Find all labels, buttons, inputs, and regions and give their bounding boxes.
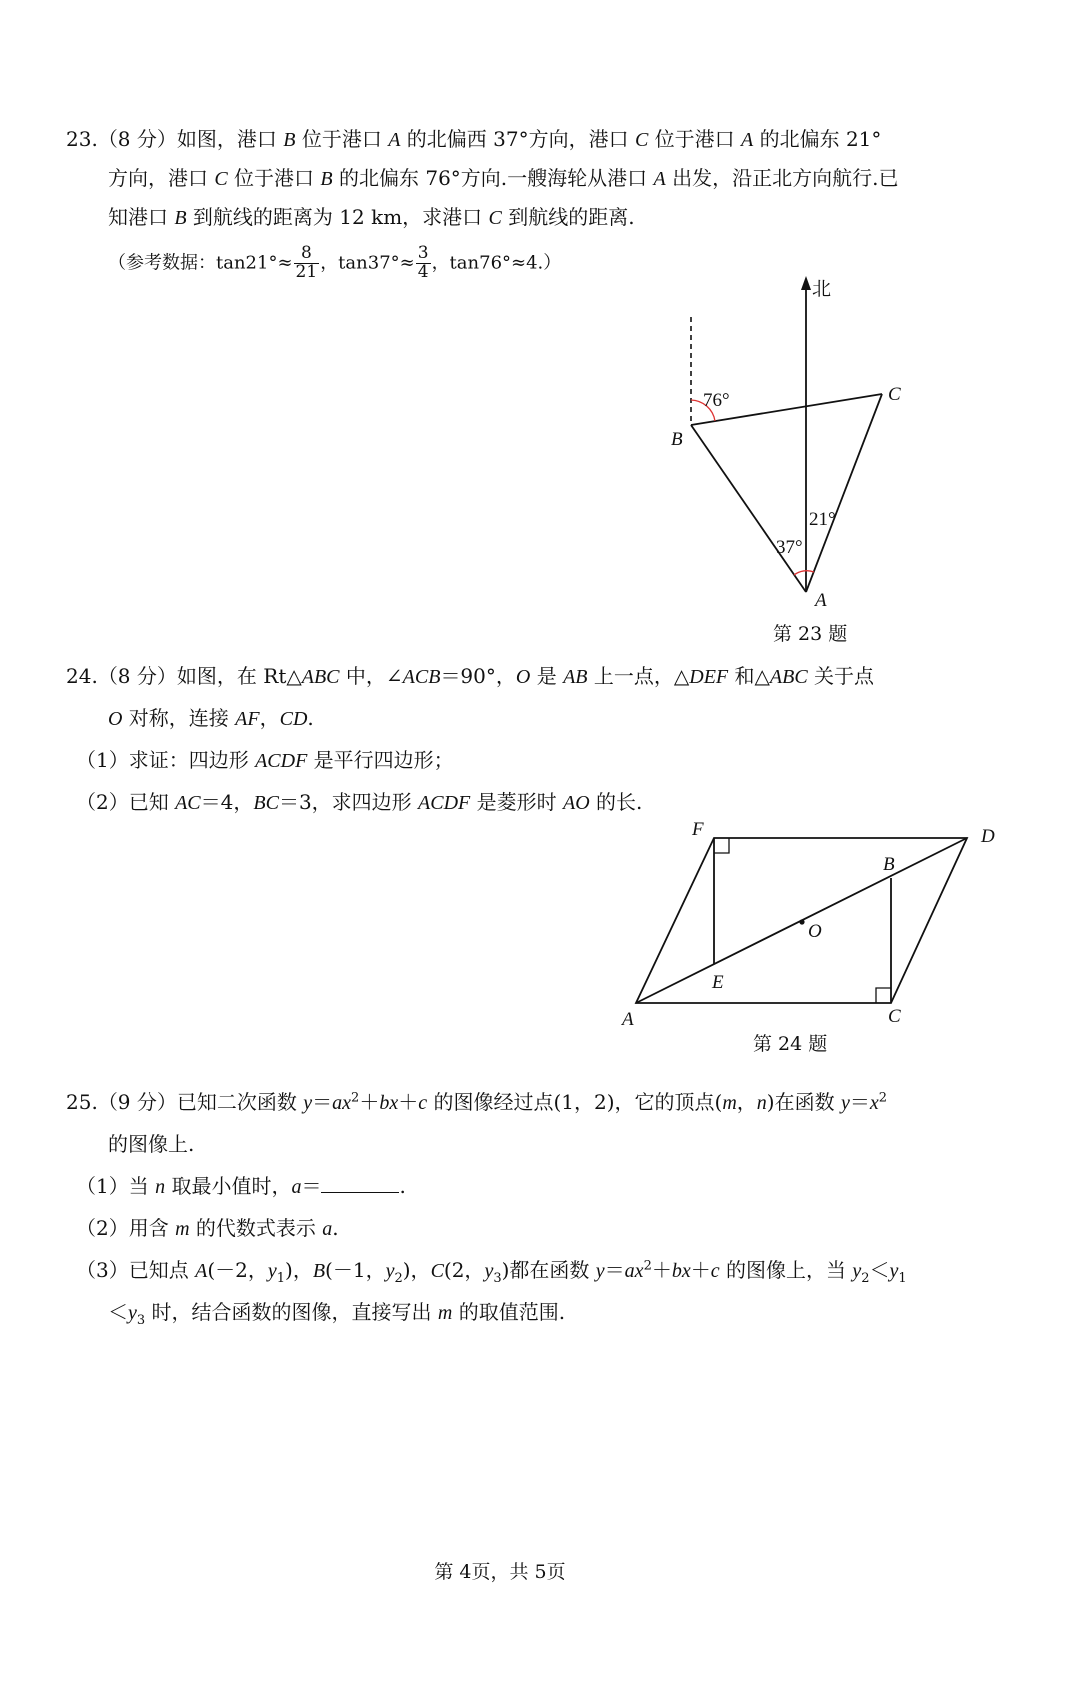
page-footer: 第 4页，共 5页 xyxy=(434,1561,566,1583)
q25-score: （9 分） xyxy=(97,1090,177,1114)
point-label-a-24: A xyxy=(622,1009,634,1030)
q25-line-1: 25.（9 分）已知二次函数 $y=ax^2+bx+c$ 的图像经过点(1，2)，它的顶点(m，n)在函数 $y=x^2$ xyxy=(66,1090,888,1114)
fraction-3-4: $\frac{3}{4}$ xyxy=(417,243,429,282)
point-label-d-24: D xyxy=(981,826,995,847)
figure-caption-23: 第 23 题 xyxy=(773,623,848,645)
q23-score: （8 分） xyxy=(97,127,177,151)
q24-part-1: （1）求证：四边形 ACDF 是平行四边形； xyxy=(76,748,454,772)
point-label-c-24: C xyxy=(888,1006,901,1027)
angle-label-a-right: 21° xyxy=(809,509,836,530)
q24-number: 24. xyxy=(66,664,98,688)
q23-line-2: 方向，港口 C 位于港口 B 的北偏东 76°方向.一艘海轮从港口 A 出发，沿正北方向航行.已 xyxy=(108,166,899,190)
north-label: 北 xyxy=(812,278,832,300)
right-angle-mark-f xyxy=(714,838,729,853)
q25-line-2: 的图像上. xyxy=(108,1132,195,1156)
q23-number: 23. xyxy=(66,127,98,151)
q23-line-1: 23.（8 分）如图，港口 B 位于港口 A 的北偏西 37°方向，港口 C 位于港口 A 的北偏东 21° xyxy=(66,127,882,151)
fraction-8-21: $\frac{8}{21}$ xyxy=(295,243,318,282)
angle-label-a-left: 37° xyxy=(776,537,803,558)
q25-part-2: （2）用含 m 的代数式表示 a. xyxy=(76,1216,339,1240)
point-label-a: A xyxy=(815,590,827,611)
q24-line-1: 24.（8 分）如图，在 Rt△ABC 中，∠ACB＝90°，O 是 AB 上一点，△DEF 和△ABC 关于点 xyxy=(66,664,875,688)
answer-blank[interactable] xyxy=(321,1174,399,1193)
point-o-dot xyxy=(799,919,804,924)
point-label-b-24: B xyxy=(883,854,895,875)
q25-part-3-line-1: （3）已知点 A(－2，$y_1$)，B(－1，$y_2$)，C(2，$y_3$)都在函数 $y=ax^2+bx+c$ 的图像上，当 $y_2<y_1$ xyxy=(76,1258,907,1286)
point-label-c: C xyxy=(888,384,901,405)
q25-part-1: （1）当 n 取最小值时，a＝ . xyxy=(76,1174,406,1198)
q25-number: 25. xyxy=(66,1090,98,1114)
q24-line-2: O 对称，连接 AF，CD. xyxy=(108,706,314,730)
point-label-e-24: E xyxy=(712,972,724,993)
point-label-b: B xyxy=(671,429,683,450)
point-label-o-24: O xyxy=(808,921,822,942)
figure-caption-24: 第 24 题 xyxy=(753,1033,828,1055)
right-angle-mark-c xyxy=(876,988,891,1003)
q25-part-3-line-2: $<y_3$ 时，结合函数的图像，直接写出 m 的取值范围. xyxy=(108,1300,566,1328)
point-label-f-24: F xyxy=(692,819,704,840)
q23-line-3: 知港口 B 到航线的距离为 12 km，求港口 C 到航线的距离. xyxy=(108,205,635,229)
q24-score: （8 分） xyxy=(97,664,177,688)
q24-part-2: （2）已知 AC＝4，BC＝3，求四边形 ACDF 是菱形时 AO 的长. xyxy=(76,790,643,814)
q23-reference-data: （参考数据：tan21°≈ $\frac{8}{21}$ ，tan37°≈ $\frac{3}{4}$ ，tan76°≈4.） xyxy=(108,243,562,282)
angle-label-b: 76° xyxy=(703,390,730,411)
